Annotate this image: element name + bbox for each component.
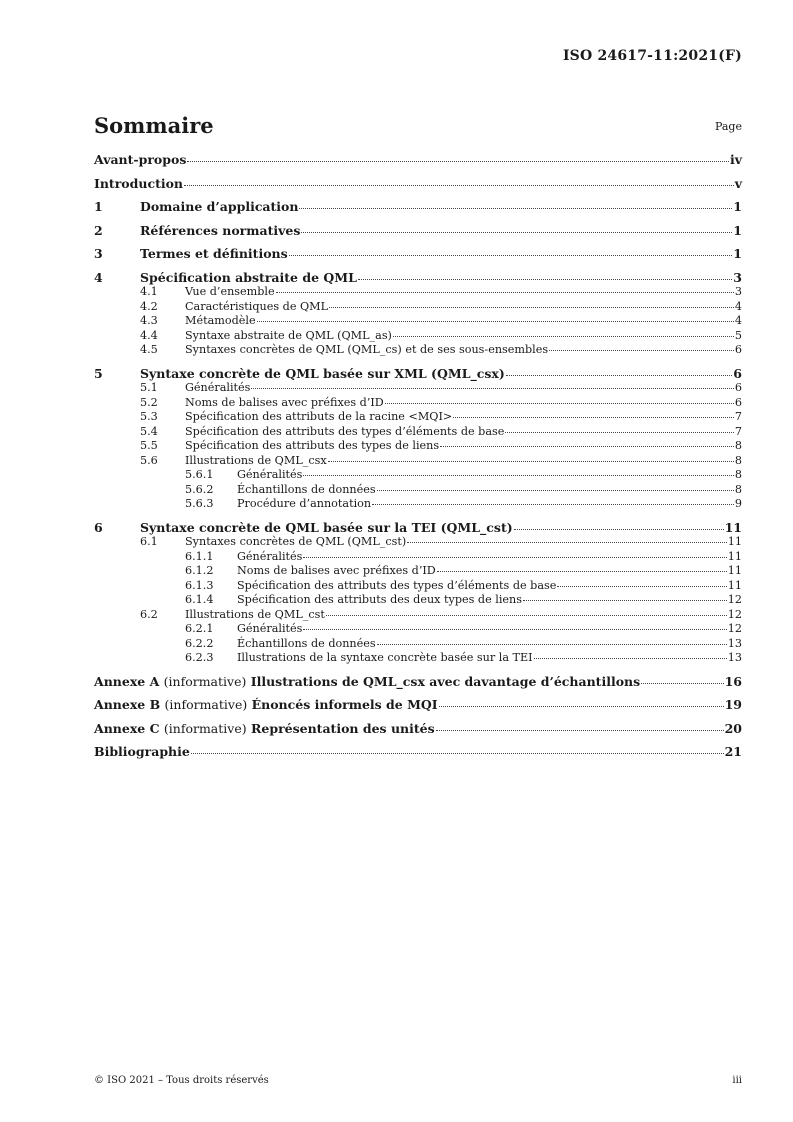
- toc-entry-title: Noms de balises avec préfixes d’ID: [237, 564, 436, 577]
- toc-entry-title: Généralités: [237, 622, 303, 635]
- toc-entry[interactable]: [94, 381, 742, 396]
- toc-entry-title: Syntaxes concrètes de QML (QML_cst): [185, 535, 407, 548]
- toc-entry-title: Introduction: [94, 175, 184, 191]
- annex-title: Illustrations de QML_csx avec davantage d’échantillons: [250, 673, 641, 689]
- toc-entry-title: [94, 698, 438, 713]
- dot-leader: [514, 529, 724, 530]
- toc-entry-title: Généralités: [185, 381, 251, 394]
- dot-leader: [276, 292, 734, 293]
- toc-entry-page: 8: [734, 468, 742, 481]
- toc-entry-number: 1: [94, 199, 103, 214]
- toc-entry-number: 4: [94, 269, 103, 285]
- toc-entry[interactable]: [94, 579, 742, 594]
- toc-entry-number: 4.3: [140, 314, 158, 327]
- dot-leader: [289, 255, 733, 256]
- dot-leader: [377, 490, 734, 491]
- toc-entry[interactable]: [94, 521, 742, 536]
- toc-entry-title: Spécification des attributs des deux types de liens: [237, 593, 522, 606]
- toc-title: Sommaire: [94, 113, 214, 138]
- toc-entry[interactable]: [94, 483, 742, 498]
- dot-leader: [506, 375, 733, 376]
- dot-leader: [385, 403, 734, 404]
- dot-leader: [436, 730, 724, 731]
- toc-entry[interactable]: [94, 200, 742, 215]
- dot-leader: [453, 417, 734, 418]
- table-of-contents: [94, 153, 742, 760]
- dot-leader: [437, 571, 727, 572]
- toc-entry-page: 8: [734, 439, 742, 452]
- toc-entry-page: 3: [733, 269, 742, 285]
- toc-entry-page: 8: [734, 482, 742, 496]
- toc-entry-number: 2: [94, 222, 103, 238]
- toc-entry-title: Illustrations de QML_cst: [185, 607, 325, 621]
- toc-entry[interactable]: [94, 285, 742, 300]
- dot-leader: [440, 446, 734, 447]
- toc-entry-title: Syntaxe abstraite de QML (QML_as): [185, 328, 392, 342]
- annex-kind: (informative): [164, 697, 248, 712]
- toc-entry-number: 6.2: [140, 607, 158, 621]
- toc-entry[interactable]: [94, 745, 742, 760]
- dot-leader: [329, 307, 734, 308]
- toc-entry-number: 5.1: [140, 381, 158, 394]
- dot-leader: [184, 185, 734, 186]
- toc-entry[interactable]: [94, 675, 742, 690]
- toc-entry-title: Syntaxe concrète de QML basée sur la TEI (QML_cst): [140, 519, 513, 535]
- toc-entry-title: Syntaxes concrètes de QML (QML_cs) et de ses sous-ensembles: [185, 343, 549, 356]
- dot-leader: [641, 683, 723, 684]
- toc-entry[interactable]: [94, 153, 742, 168]
- toc-entry-title: Illustrations de la syntaxe concrète basée sur la TEI: [237, 651, 533, 664]
- toc-spacer: [94, 736, 742, 745]
- toc-entry-number: 6.1: [140, 535, 158, 548]
- dot-leader: [358, 279, 732, 280]
- toc-entry[interactable]: [94, 454, 742, 469]
- toc-entry-number: 5.2: [140, 395, 158, 409]
- toc-entry-title: Spécification des attributs des types de liens: [185, 439, 440, 452]
- toc-entry[interactable]: [94, 651, 742, 666]
- toc-entry[interactable]: [94, 622, 742, 637]
- toc-entry-title: Spécification abstraite de QML: [140, 269, 357, 285]
- dot-leader: [303, 475, 733, 476]
- standard-identifier: ISO 24617-11:2021(F): [562, 48, 742, 64]
- dot-leader: [407, 542, 726, 543]
- dot-leader: [377, 644, 727, 645]
- dot-leader: [191, 753, 724, 754]
- toc-entry-page: 4: [734, 299, 742, 313]
- toc-entry-number: 4.2: [140, 299, 158, 313]
- toc-entry-page: 3: [734, 285, 742, 298]
- toc-entry-title: Termes et définitions: [140, 246, 288, 261]
- toc-entry-page: 11: [727, 564, 742, 577]
- toc-entry[interactable]: [94, 329, 742, 344]
- toc-entry-number: 4.4: [140, 328, 158, 342]
- annex-kind: (informative): [163, 673, 247, 689]
- toc-entry-number: 6.1.1: [185, 549, 214, 563]
- toc-entry-number: 6.2.3: [185, 651, 214, 664]
- toc-entry-page: 12: [727, 622, 742, 635]
- dot-leader: [301, 232, 732, 233]
- toc-entry-page: iv: [729, 152, 742, 167]
- dot-leader: [505, 432, 734, 433]
- toc-entry[interactable]: [94, 722, 742, 737]
- toc-entry-page: 16: [724, 673, 742, 689]
- toc-entry-page: 11: [727, 549, 742, 563]
- toc-entry-page: 1: [733, 222, 742, 238]
- toc-entry-title: Bibliographie: [94, 744, 190, 759]
- toc-entry-title: Syntaxe concrète de QML basée sur XML (QML_csx): [140, 365, 505, 381]
- toc-entry-page: 5: [734, 328, 742, 342]
- toc-entry-title: Métamodèle: [185, 314, 256, 327]
- toc-entry-page: 8: [734, 453, 742, 467]
- toc-entry-number: 6.2.1: [185, 622, 214, 635]
- toc-entry[interactable]: [94, 637, 742, 652]
- dot-leader: [372, 504, 734, 505]
- toc-entry[interactable]: [94, 367, 742, 382]
- toc-entry-number: 6.1.3: [185, 578, 214, 592]
- toc-entry-page: 4: [734, 314, 742, 327]
- toc-entry-page: 13: [727, 651, 742, 664]
- toc-entry-title: Références normatives: [140, 222, 301, 238]
- dot-leader: [523, 600, 727, 601]
- toc-entry-number: 6.1.2: [185, 564, 214, 577]
- toc-entry-title: Illustrations de QML_csx: [185, 453, 327, 467]
- dot-leader: [557, 586, 726, 587]
- toc-entry-page: 19: [724, 697, 742, 712]
- toc-entry-page: 7: [734, 424, 742, 438]
- toc-entry[interactable]: [94, 497, 742, 512]
- dot-leader: [303, 629, 726, 630]
- toc-entry[interactable]: [94, 535, 742, 550]
- annex-label: Annexe C: [94, 720, 160, 736]
- toc-entry-page: 1: [733, 246, 742, 261]
- toc-entry-page: 6: [734, 381, 742, 394]
- annex-title: Énoncés informels de MQI: [251, 697, 438, 712]
- toc-entry-title: Échantillons de données: [237, 636, 376, 650]
- toc-entry-number: 6.1.4: [185, 593, 214, 606]
- toc-entry[interactable]: [94, 698, 742, 713]
- toc-entry[interactable]: [94, 593, 742, 608]
- toc-entry-number: 5.6.2: [185, 482, 214, 496]
- toc-entry[interactable]: [94, 425, 742, 440]
- copyright-notice: © ISO 2021 – Tous droits réservés: [94, 1075, 269, 1086]
- dot-leader: [257, 321, 734, 322]
- toc-entry[interactable]: [94, 468, 742, 483]
- toc-entry-title: Vue d’ensemble: [185, 285, 275, 298]
- page-column-label: Page: [714, 120, 742, 133]
- toc-entry-title: Procédure d’annotation: [237, 497, 372, 510]
- annex-title: Représentation des unités: [250, 720, 435, 736]
- toc-entry[interactable]: [94, 608, 742, 623]
- annex-kind: (informative): [163, 720, 247, 736]
- toc-entry-page: 11: [727, 578, 742, 592]
- page-number: iii: [732, 1075, 742, 1086]
- toc-entry-title: Généralités: [237, 468, 303, 481]
- toc-entry-page: 11: [724, 519, 742, 535]
- toc-entry-number: 4.1: [140, 285, 158, 298]
- toc-entry-page: v: [734, 175, 742, 191]
- dot-leader: [439, 706, 724, 707]
- annex-label: Annexe A: [94, 673, 160, 689]
- toc-entry-page: 9: [734, 497, 742, 510]
- toc-entry-page: 1: [733, 199, 742, 214]
- toc-entry[interactable]: [94, 177, 742, 192]
- toc-entry-title: Généralités: [237, 549, 303, 563]
- dot-leader: [299, 208, 732, 209]
- toc-entry-page: 21: [724, 744, 742, 759]
- toc-entry-page: 6: [734, 395, 742, 409]
- dot-leader: [251, 388, 733, 389]
- toc-entry-number: 5.5: [140, 439, 158, 452]
- annex-label: Annexe B: [94, 697, 161, 712]
- toc-spacer: [94, 168, 742, 177]
- toc-entry[interactable]: [94, 564, 742, 579]
- toc-entry-page: 13: [727, 636, 742, 650]
- toc-entry-number: 6.2.2: [185, 636, 214, 650]
- toc-entry-title: Domaine d’application: [140, 199, 299, 214]
- dot-leader: [187, 161, 729, 162]
- toc-entry-page: 12: [727, 607, 742, 621]
- toc-entry-title: Noms de balises avec préfixes d’ID: [185, 395, 384, 409]
- toc-entry-page: 7: [734, 410, 742, 423]
- dot-leader: [393, 336, 734, 337]
- toc-entry-title: Caractéristiques de QML: [185, 299, 329, 313]
- toc-entry-page: 12: [727, 593, 742, 606]
- toc-entry[interactable]: [94, 396, 742, 411]
- toc-entry-title: Spécification des attributs de la racine <MQI>: [185, 410, 453, 423]
- toc-entry-number: 6: [94, 519, 103, 535]
- toc-entry[interactable]: [94, 247, 742, 262]
- toc-entry-number: 5.3: [140, 410, 158, 423]
- toc-entry-number: 5: [94, 365, 103, 381]
- toc-entry-title: Spécification des attributs des types d’éléments de base: [237, 578, 557, 592]
- toc-entry-title: Avant-propos: [94, 152, 187, 167]
- toc-entry[interactable]: [94, 550, 742, 565]
- toc-entry-number: 5.4: [140, 424, 158, 438]
- toc-entry-number: 3: [94, 246, 103, 261]
- toc-entry[interactable]: [94, 343, 742, 358]
- dot-leader: [328, 461, 734, 462]
- toc-entry-title: Spécification des attributs des types d’éléments de base: [185, 424, 505, 438]
- toc-entry-number: 5.6.1: [185, 468, 214, 481]
- toc-entry-title: Échantillons de données: [237, 482, 376, 496]
- dot-leader: [326, 615, 727, 616]
- toc-entry-title: [94, 675, 640, 690]
- toc-entry[interactable]: [94, 410, 742, 425]
- toc-entry[interactable]: [94, 300, 742, 315]
- toc-entry[interactable]: [94, 271, 742, 286]
- toc-entry[interactable]: [94, 314, 742, 329]
- toc-entry[interactable]: [94, 224, 742, 239]
- dot-leader: [303, 557, 726, 558]
- toc-entry-page: 20: [724, 720, 742, 736]
- toc-entry-number: 4.5: [140, 343, 158, 356]
- dot-leader: [549, 350, 734, 351]
- toc-entry-page: 6: [733, 365, 742, 381]
- toc-entry-number: 5.6.3: [185, 497, 214, 510]
- toc-entry-page: 11: [727, 535, 742, 548]
- dot-leader: [534, 658, 727, 659]
- toc-entry-title: [94, 722, 435, 737]
- toc-entry-number: 5.6: [140, 453, 158, 467]
- toc-entry[interactable]: [94, 439, 742, 454]
- toc-entry-page: 6: [734, 343, 742, 356]
